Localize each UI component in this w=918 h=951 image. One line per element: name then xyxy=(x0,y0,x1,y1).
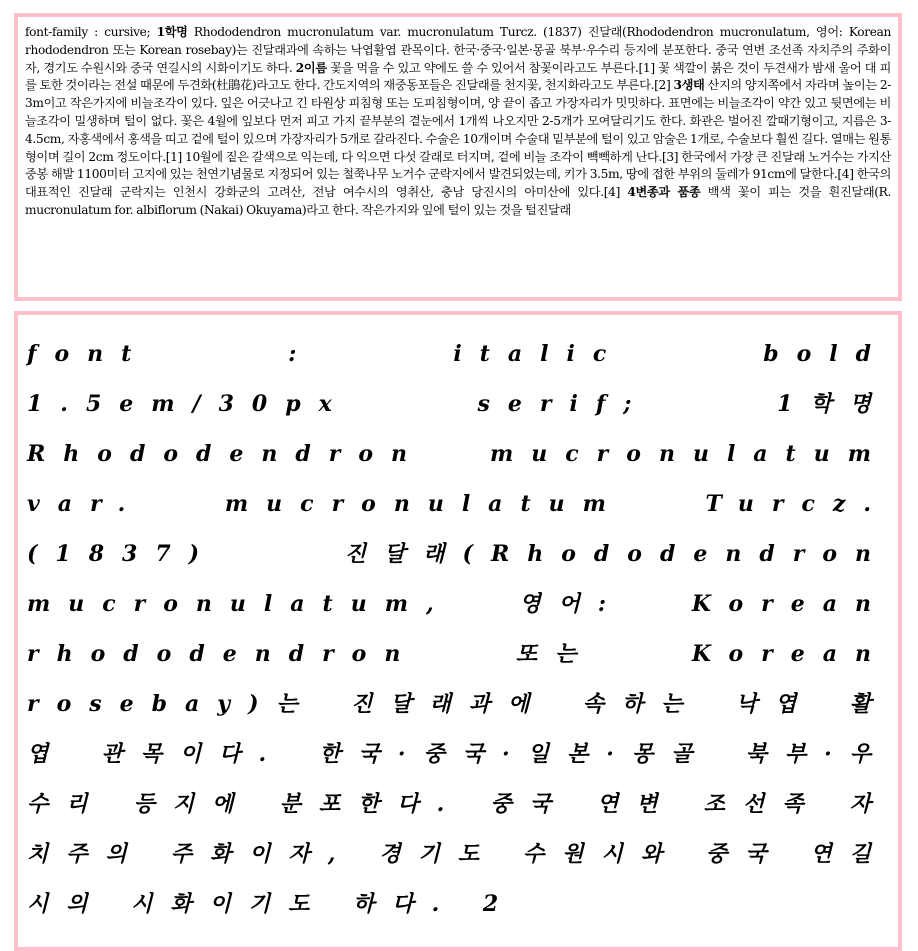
italic-bold-text-box xyxy=(14,311,902,951)
text-segment: 백색 꽃이 피는 것을 흰진달래(R. mucronulatum for. albiflorum (Nakai) Okuyama)라고 한다. 작은가지와 잎에 털이 있는 것을 털진달래 xyxy=(25,185,891,217)
italic-bold-paragraph: font : italic bold 1.5em/30px serif; 1학명 Rhododendron mucronulatum var. mucronulatum Turcz. (1837) 진달래(Rhododendron mucronulatum, 영어: Korean rhododendron 또는 Korean rosebay)는 진달래과에 속하는 낙엽 활엽 관목이다. 한국·중국·일본·몽골 북부·우수리 등지에 분포한다. 중국 연변 조선족 자치주의 주화이자, 경기도 수원시와 중국 연길시의 시화이기도 하다. 2 xyxy=(27,341,889,917)
cursive-text-box xyxy=(14,13,902,301)
text-segment: 꽃을 먹을 수 있고 약에도 쓸 수 있어서 참꽃이라고도 부른다.[1] 꽃 색깔이 붉은 것이 두견새가 밤새 울어 대 피를 토한 것이라는 전설 때문에 두견화(杜鵑花)라고도 한다. 간도지역의 재중동포들은 진달래를 천지꽃, 천지화라고도 부른다.[2] xyxy=(25,60,891,93)
heading-varieties: 4변종과 품종 xyxy=(627,185,701,200)
heading-etymology: 2이름 xyxy=(295,60,327,75)
heading-ecology: 3생태 xyxy=(673,78,705,93)
cursive-paragraph xyxy=(25,24,891,220)
text-segment: Rhododendron mucronulatum var. mucronulatum Turcz. (1837) 진달래(Rhododendron mucronulatum, 영어: Korean rhododendron 또는 Korean rosebay)는 진달래과에 속하는 낙엽활엽 관목이다. 한국·중국·일본·몽골 북부·우수리 등지에 분포한다. 중국 연변 조선족 자치주의 주화이자, 경기도 수원시와 중국 연길시의 시화이기도 하다. xyxy=(25,25,891,75)
text-segment: 산지의 양지쪽에서 자라며 높이는 2-3m이고 작은가지에 비늘조각이 있다. 잎은 어긋나고 긴 타원상 피침형 또는 도피침형이며, 양 끝이 좁고 가장자리가 밋밋하다. 표면에는 비늘조각이 약간 있고 뒷면에는 비늘조각이 밀생하며 털이 없다. 꽃은 4월에 잎보다 먼저 피고 가지 끝부분의 곁눈에서 1개씩 나오지만 2-5개가 모여달리기도 한다. 화관은 벌어진 깔때기형이고, 지름은 3-4.5cm, 자홍색에서 홍색을 띠고 겉에 털이 있으며 가장자리가 5개로 갈라진다. 수술은 10개이며 수술대 밑부분에 털이 있고 암술은 1개로, 수술보다 훨씬 길다. 열매는 원통형이며 길이 2cm 정도이다.[1] 10월에 짙은 갈색으로 익는데, 다 익으면 다섯 갈래로 터지며, 겉에 비늘 조각이 빽빽하게 난다.[3] 한국에서 가장 큰 진달래 노거수는 가지산 중봉 해발 1100미터 고지에 있는 천연기념물로 지정되어 있는 철쭉나무 노거수 군락지에서 발견되었는데, 키가 3.5m, 땅에 접한 부위의 둘레가 91cm에 달한다.[4] 한국의 대표적인 진달래 군락지는 인천시 강화군의 고려산, 전남 여수시의 영취산, 충남 당진시의 아미산에 있다.[4] xyxy=(25,78,892,200)
text-segment: font-family : cursive; xyxy=(25,25,157,39)
heading-name: 1학명 xyxy=(156,25,188,39)
